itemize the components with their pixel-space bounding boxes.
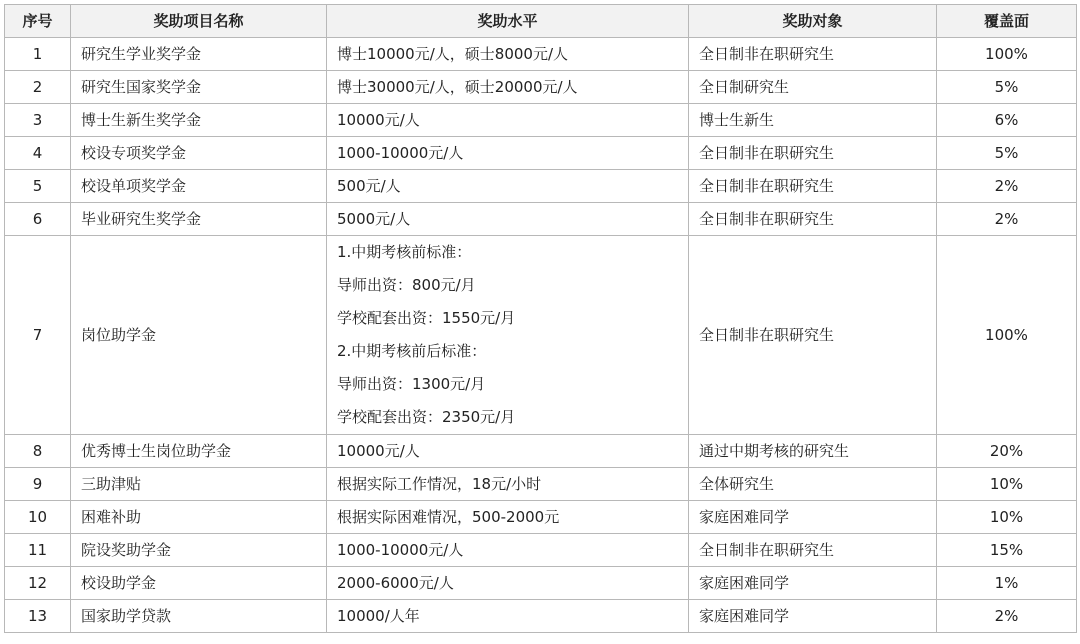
cell-no: 6 [5, 203, 71, 236]
cell-name: 毕业研究生奖学金 [71, 203, 327, 236]
header-level: 奖助水平 [327, 5, 689, 38]
cell-no: 1 [5, 38, 71, 71]
cell-name: 校设助学金 [71, 567, 327, 600]
table-row [5, 137, 1077, 170]
cell-coverage: 2% [937, 203, 1077, 236]
cell-name: 院设奖助学金 [71, 534, 327, 567]
cell-level-line: 导师出资：1300元/月 [337, 375, 486, 393]
cell-level: 5000元/人 [327, 203, 689, 236]
cell-target: 家庭困难同学 [689, 600, 937, 633]
table-row [5, 600, 1077, 633]
cell-name: 三助津贴 [71, 468, 327, 501]
cell-level-line: 2.中期考核前后标准： [337, 342, 487, 360]
cell-name: 校设专项奖学金 [71, 137, 327, 170]
cell-coverage: 2% [937, 600, 1077, 633]
cell-level: 10000元/人 [327, 104, 689, 137]
cell-level: 博士10000元/人，硕士8000元/人 [327, 38, 689, 71]
cell-no: 11 [5, 534, 71, 567]
cell-name: 校设单项奖学金 [71, 170, 327, 203]
cell-no: 9 [5, 468, 71, 501]
cell-level: 根据实际工作情况，18元/小时 [327, 468, 689, 501]
table-row [5, 435, 1077, 468]
scholarship-table [4, 4, 1077, 633]
cell-coverage: 20% [937, 435, 1077, 468]
scholarship-table-container [4, 4, 1076, 633]
table-row [5, 104, 1077, 137]
cell-coverage: 15% [937, 534, 1077, 567]
cell-no: 10 [5, 501, 71, 534]
cell-target: 全日制非在职研究生 [689, 137, 937, 170]
cell-name: 优秀博士生岗位助学金 [71, 435, 327, 468]
cell-level: 1000-10000元/人 [327, 137, 689, 170]
cell-coverage: 5% [937, 71, 1077, 104]
cell-no: 4 [5, 137, 71, 170]
header-target: 奖助对象 [689, 5, 937, 38]
cell-level: 博士30000元/人，硕士20000元/人 [327, 71, 689, 104]
cell-level: 10000元/人 [327, 435, 689, 468]
cell-name: 研究生学业奖学金 [71, 38, 327, 71]
table-row [5, 534, 1077, 567]
table-body [5, 38, 1077, 633]
cell-name: 困难补助 [71, 501, 327, 534]
cell-no: 12 [5, 567, 71, 600]
table-row [5, 71, 1077, 104]
cell-coverage: 10% [937, 501, 1077, 534]
cell-target: 全日制非在职研究生 [689, 170, 937, 203]
table-row [5, 501, 1077, 534]
cell-level: 500元/人 [327, 170, 689, 203]
table-row [5, 38, 1077, 71]
cell-target: 全日制非在职研究生 [689, 203, 937, 236]
cell-coverage: 100% [937, 38, 1077, 71]
cell-no: 3 [5, 104, 71, 137]
table-header-row [5, 5, 1077, 38]
cell-level-line: 1.中期考核前标准： [337, 243, 472, 261]
header-no: 序号 [5, 5, 71, 38]
cell-coverage: 6% [937, 104, 1077, 137]
cell-no: 7 [5, 236, 71, 435]
cell-coverage: 100% [937, 236, 1077, 435]
cell-name: 国家助学贷款 [71, 600, 327, 633]
cell-level: 10000/人年 [327, 600, 689, 633]
cell-target: 全日制非在职研究生 [689, 38, 937, 71]
cell-target: 博士生新生 [689, 104, 937, 137]
cell-target: 家庭困难同学 [689, 501, 937, 534]
cell-coverage: 10% [937, 468, 1077, 501]
cell-no: 2 [5, 71, 71, 104]
cell-no: 8 [5, 435, 71, 468]
cell-target: 全日制非在职研究生 [689, 236, 937, 435]
table-row [5, 567, 1077, 600]
cell-no: 5 [5, 170, 71, 203]
cell-target: 通过中期考核的研究生 [689, 435, 937, 468]
table-row [5, 236, 1077, 435]
table-row [5, 203, 1077, 236]
cell-level-line: 学校配套出资：2350元/月 [337, 408, 516, 426]
cell-name: 岗位助学金 [71, 236, 327, 435]
table-row [5, 170, 1077, 203]
cell-target: 家庭困难同学 [689, 567, 937, 600]
cell-no: 13 [5, 600, 71, 633]
cell-name: 博士生新生奖学金 [71, 104, 327, 137]
cell-coverage: 1% [937, 567, 1077, 600]
cell-target: 全体研究生 [689, 468, 937, 501]
cell-target: 全日制非在职研究生 [689, 534, 937, 567]
header-coverage: 覆盖面 [937, 5, 1077, 38]
cell-level: 1000-10000元/人 [327, 534, 689, 567]
cell-level: 2000-6000元/人 [327, 567, 689, 600]
cell-level [327, 236, 689, 435]
cell-target: 全日制研究生 [689, 71, 937, 104]
cell-name: 研究生国家奖学金 [71, 71, 327, 104]
cell-level: 根据实际困难情况，500-2000元 [327, 501, 689, 534]
table-row [5, 468, 1077, 501]
cell-level-line: 学校配套出资：1550元/月 [337, 309, 516, 327]
header-name: 奖助项目名称 [71, 5, 327, 38]
cell-level-line: 导师出资：800元/月 [337, 276, 476, 294]
cell-coverage: 2% [937, 170, 1077, 203]
cell-coverage: 5% [937, 137, 1077, 170]
